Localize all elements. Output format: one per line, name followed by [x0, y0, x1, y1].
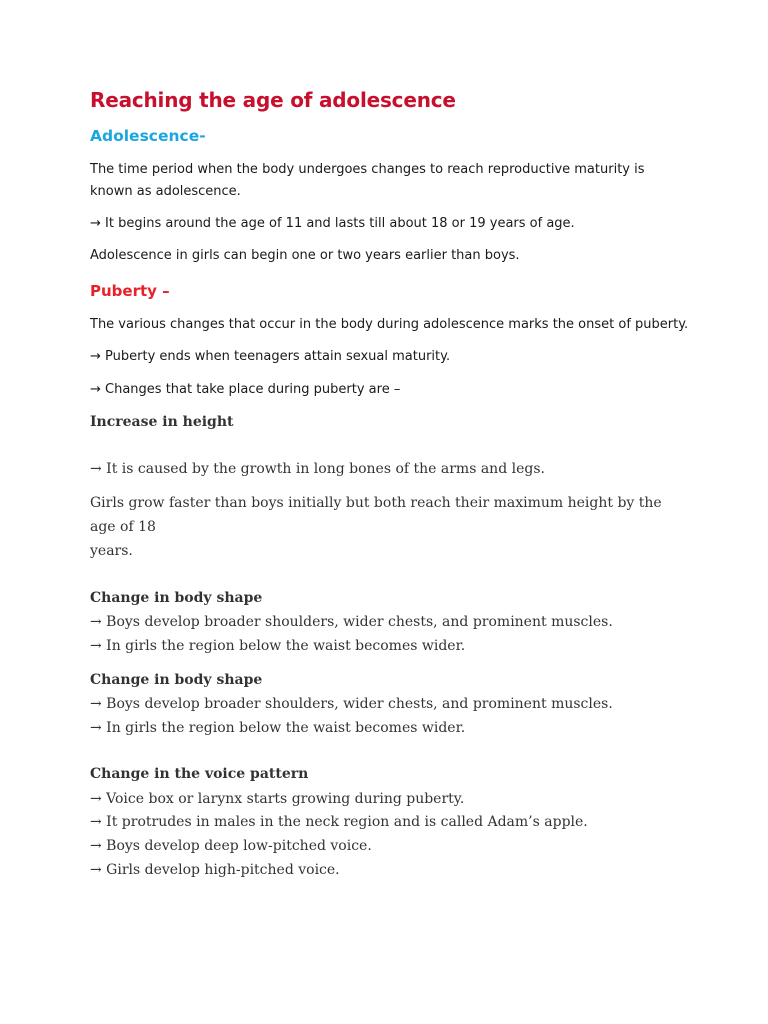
body-shape-boys-1: → Boys develop broader shoulders, wider chests, and prominent muscles.	[90, 614, 613, 630]
voice-larynx: → Voice box or larynx starts growing during puberty.	[90, 791, 465, 807]
height-cause: → It is caused by the growth in long bones of the arms and legs.	[90, 461, 545, 477]
body-shape-girls-2: → In girls the region below the waist becomes wider.	[90, 720, 466, 736]
height-girls-line-1: Girls grow faster than boys initially but both reach their maximum height by the	[90, 495, 662, 511]
voice-boys: → Boys develop deep low-pitched voice.	[90, 838, 372, 854]
voice-girls: → Girls develop high-pitched voice.	[90, 862, 340, 878]
page-title: Reaching the age of adolescence	[90, 88, 456, 112]
body-shape-heading-2: Change in body shape	[90, 672, 263, 688]
voice-heading: Change in the voice pattern	[90, 766, 309, 782]
body-shape-boys-2: → Boys develop broader shoulders, wider chests, and prominent muscles.	[90, 696, 613, 712]
adolescence-heading: Adolescence-	[90, 127, 206, 145]
puberty-changes-intro: → Changes that take place during puberty are –	[90, 382, 401, 397]
adolescence-definition: The time period when the body undergoes changes to reach reproductive maturity is known as adolescence.	[90, 162, 645, 199]
puberty-ends: → Puberty ends when teenagers attain sexual maturity.	[90, 349, 451, 364]
height-girls-line-3: years.	[90, 543, 133, 559]
height-girls-line-2: age of 18	[90, 519, 156, 535]
adolescence-age-range: → It begins around the age of 11 and lasts till about 18 or 19 years of age.	[90, 216, 575, 231]
puberty-onset: The various changes that occur in the body during adolescence marks the onset of puberty.	[90, 317, 689, 332]
voice-adams-apple: → It protrudes in males in the neck region and is called Adam’s apple.	[90, 814, 588, 830]
adolescence-girls-earlier: Adolescence in girls can begin one or two years earlier than boys.	[90, 248, 520, 263]
height-heading: Increase in height	[90, 414, 234, 430]
body-shape-girls-1: → In girls the region below the waist becomes wider.	[90, 638, 466, 654]
body-shape-heading-1: Change in body shape	[90, 590, 263, 606]
puberty-heading: Puberty –	[90, 282, 170, 300]
